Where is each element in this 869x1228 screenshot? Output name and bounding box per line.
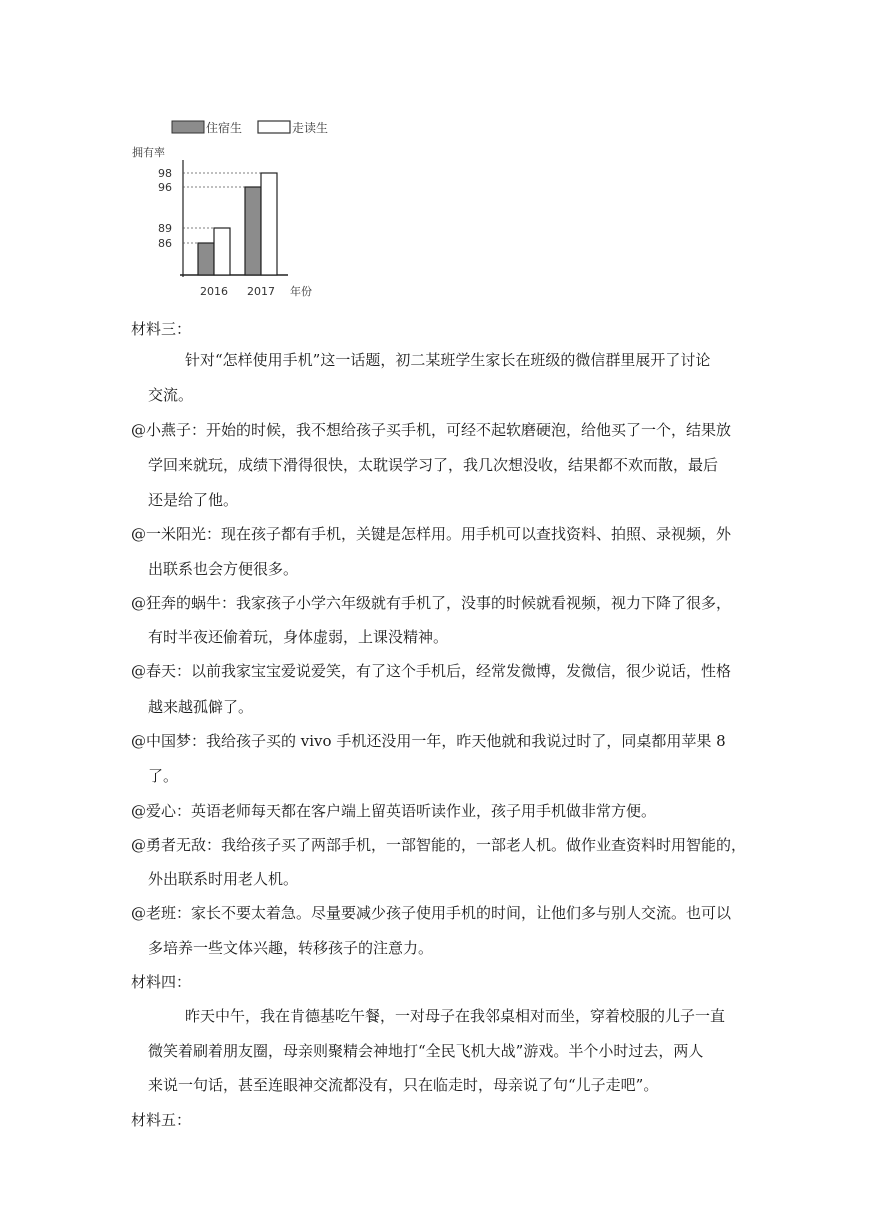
paragraph-line: 针对“怎样使用手机”这一话题，初二某班学生家长在班级的微信群里展开了讨论 [185, 351, 711, 369]
bar-2017-boarding [245, 187, 261, 275]
post-line: 还是给了他。 [148, 491, 239, 509]
y-axis-label: 拥有率 [132, 146, 165, 159]
section-heading-3: 材料三： [131, 320, 192, 338]
x-axis-label: 年份 [290, 285, 312, 298]
y-tick-label: 96 [158, 181, 172, 194]
post-line: 学回来就玩，成绩下滑得很快，太耽误学习了，我几次想没收，结果都不欢而散，最后 [148, 456, 719, 474]
post-line: 越来越孤僻了。 [148, 698, 254, 716]
legend-label-boarding: 住宿生 [206, 121, 243, 135]
legend-label-day: 走读生 [292, 121, 329, 135]
post-line: @中国梦：我给孩子买的 vivo 手机还没用一年，昨天他就和我说过时了，同桌都用苹果 8 [131, 732, 726, 750]
post-line: @勇者无敌：我给孩子买了两部手机，一部智能的，一部老人机。做作业查资料时用智能的， [131, 836, 747, 854]
legend-swatch-day [258, 121, 290, 133]
post-line: @狂奔的蜗牛：我家孩子小学六年级就有手机了，没事的时候就看视频，视力下降了很多， [131, 594, 732, 612]
section-heading-4: 材料四： [131, 973, 192, 991]
y-tick-label: 89 [158, 222, 172, 235]
post-line: 出联系也会方便很多。 [148, 560, 299, 578]
x-tick-label: 2016 [200, 285, 228, 298]
y-tick-label: 86 [158, 237, 172, 250]
ownership-bar-chart [128, 110, 368, 305]
post-line: 多培养一些文体兴趣，转移孩子的注意力。 [148, 939, 434, 957]
paragraph-line: 昨天中午，我在肯德基吃午餐，一对母子在我邻桌相对而坐，穿着校服的儿子一直 [185, 1007, 726, 1025]
bar-2017-day [261, 173, 277, 275]
post-line: @小燕子：开始的时候，我不想给孩子买手机，可经不起软磨硬泡，给他买了一个，结果放 [131, 421, 732, 439]
post-line: @老班：家长不要太着急。尽量要减少孩子使用手机的时间，让他们多与别人交流。也可以 [131, 904, 732, 922]
paragraph-line: 来说一句话，甚至连眼神交流都没有，只在临走时，母亲说了句“儿子走吧”。 [148, 1076, 659, 1094]
post-line: 有时半夜还偷着玩，身体虚弱，上课没精神。 [148, 628, 449, 646]
bar-2016-boarding [198, 243, 214, 275]
legend-swatch-boarding [172, 121, 204, 133]
y-tick-label: 98 [158, 167, 172, 180]
paragraph-line: 交流。 [148, 386, 194, 404]
post-line: @爱心：英语老师每天都在客户端上留英语听读作业，孩子用手机做非常方便。 [131, 802, 657, 820]
x-tick-label: 2017 [247, 285, 275, 298]
post-line: 了。 [148, 767, 179, 785]
post-line: @春天：以前我家宝宝爱说爱笑，有了这个手机后，经常发微博，发微信，很少说话，性格 [131, 662, 732, 680]
post-line: 外出联系时用老人机。 [148, 870, 299, 888]
post-line: @一米阳光：现在孩子都有手机，关键是怎样用。用手机可以查找资料、拍照、录视频，外 [131, 525, 732, 543]
paragraph-line: 微笑着刷着朋友圈，母亲则聚精会神地打“全民飞机大战”游戏。半个小时过去，两人 [148, 1042, 704, 1060]
section-heading-5: 材料五： [131, 1111, 192, 1129]
bar-2016-day [214, 228, 230, 275]
